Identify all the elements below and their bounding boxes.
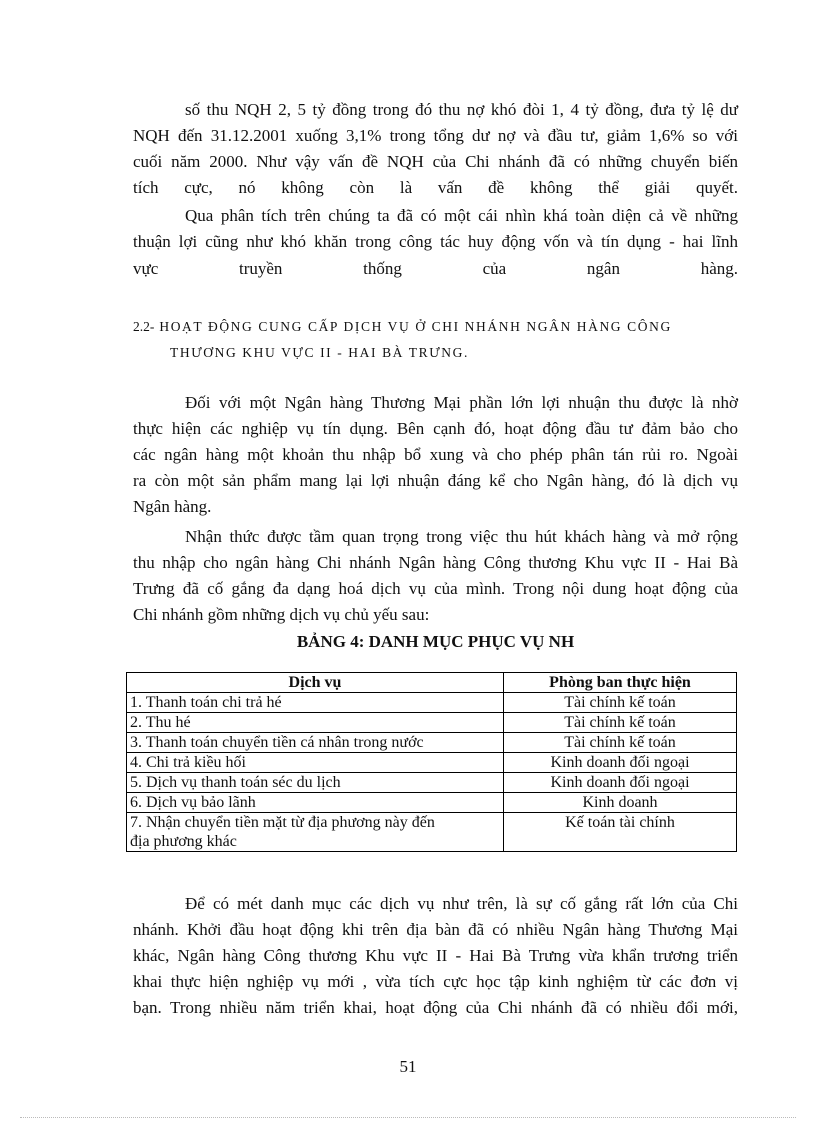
paragraph-line: Nhận thức được tầm quan trọng trong việc thu hút khách hàng và mở rộng	[185, 527, 738, 546]
column-header-department: Phòng ban thực hiện	[504, 673, 737, 693]
paragraph-line: số thu NQH 2, 5 tỷ đồng trong đó thu nợ khó đòi 1, 4 tỷ đồng, đưa tỷ lệ dư	[185, 100, 738, 119]
service-cell: 3. Thanh toán chuyển tiền cá nhân trong nước	[127, 733, 504, 753]
paragraph-line: bạn. Trong nhiều năm triển khai, hoạt động của Chi nhánh đã có nhiều đổi mới,	[133, 998, 738, 1017]
paragraph-line: nhánh. Khởi đầu hoạt động khi trên địa bàn đã có nhiều Ngân hàng Thương Mại	[133, 920, 738, 939]
department-cell: Tài chính kế toán	[504, 733, 737, 753]
paragraph-line: các ngân hàng một khoản thu nhập bổ xung và cho phép phân tán rủi ro. Ngoài	[133, 445, 738, 464]
department-cell: Kế toán tài chính	[504, 813, 737, 852]
paragraph-line: thuận lợi cũng như khó khăn trong công tác huy động vốn và tín dụng - hai lĩnh	[133, 232, 738, 251]
paragraph-line: Qua phân tích trên chúng ta đã có một cái nhìn khá toàn diện cả về những	[185, 206, 738, 225]
table-row	[127, 793, 737, 813]
table-row	[127, 713, 737, 733]
section-heading	[133, 314, 672, 340]
page-number: 51	[399, 1057, 417, 1076]
paragraph-line: Trưng đã cố gắng đa dạng hoá dịch vụ của mình. Trong nội dung hoạt động của	[133, 579, 738, 598]
department-cell: Kinh doanh đối ngoại	[504, 773, 737, 793]
paragraph-line: ra còn một sản phẩm mang lại lợi nhuận đáng kể cho Ngân hàng, đó là dịch vụ	[133, 471, 738, 490]
table-row	[127, 773, 737, 793]
table-row	[127, 693, 737, 713]
service-cell-line: địa phương khác	[130, 833, 237, 850]
department-cell: Tài chính kế toán	[504, 693, 737, 713]
table-header-row	[127, 673, 737, 693]
paragraph-line: thu nhập cho ngân hàng Chi nhánh Ngân hàng Công thương Khu vực II - Hai Bà	[133, 553, 738, 572]
paragraph-line: tích cực, nó không còn là vấn đề không thể giải quyết.	[133, 178, 738, 197]
paragraph-line: Đối với một Ngân hàng Thương Mại phần lớn lợi nhuận thu được là nhờ	[185, 393, 738, 412]
paragraph-line: khác, Ngân hàng Công thương Khu vực II - Hai Bà Trưng vừa khẩn trương triển	[133, 946, 738, 965]
paragraph-line: vực truyền thống của ngân hàng.	[133, 259, 738, 278]
service-cell-line: 7. Nhận chuyển tiền mặt từ địa phương này đến	[130, 814, 435, 831]
paragraph-line: Để có mét danh mục các dịch vụ như trên, là sự cố gắng rất lớn của Chi	[185, 894, 738, 913]
department-cell: Kinh doanh	[504, 793, 737, 813]
department-cell: Kinh doanh đối ngoại	[504, 753, 737, 773]
table-row	[127, 813, 737, 852]
service-cell: 2. Thu hé	[127, 713, 504, 733]
table-row	[127, 753, 737, 773]
section-heading-line1: HOẠT ĐỘNG CUNG CẤP DỊCH VỤ Ở CHI NHÁNH NGÂN HÀNG CÔNG	[159, 319, 672, 334]
service-cell: 4. Chi trả kiều hối	[127, 753, 504, 773]
paragraph-line: cuối năm 2000. Như vậy vấn đề NQH của Chi nhánh đã có những chuyển biến	[133, 152, 738, 171]
column-header-service: Dịch vụ	[127, 673, 504, 693]
service-cell: 5. Dịch vụ thanh toán séc du lịch	[127, 773, 504, 793]
services-table	[126, 672, 737, 852]
department-cell: Tài chính kế toán	[504, 713, 737, 733]
paragraph-line: Chi nhánh gồm những dịch vụ chủ yếu sau:	[133, 605, 430, 624]
service-cell	[127, 813, 504, 852]
paragraph-line: khai thực hiện nghiệp vụ mới , vừa tích cực học tập kinh nghiệm từ các đơn vị	[133, 972, 738, 991]
section-number: 2.2-	[133, 319, 155, 334]
section-heading-line2: THƯƠNG KHU VỰC II - HAI BÀ TRƯNG.	[170, 345, 469, 360]
paragraph-line: thực hiện các nghiệp vụ tín dụng. Bên cạnh đó, hoạt động đầu tư đảm bảo cho	[133, 419, 738, 438]
page-bottom-divider	[20, 1117, 796, 1118]
table-row	[127, 733, 737, 753]
paragraph-line: Ngân hàng.	[133, 497, 212, 516]
service-cell: 6. Dịch vụ bảo lãnh	[127, 793, 504, 813]
table-title: BẢNG 4: DANH MỤC PHỤC VỤ NH	[296, 632, 575, 651]
paragraph-line: NQH đến 31.12.2001 xuống 3,1% trong tổng dư nợ và đầu tư, giảm 1,6% so với	[133, 126, 738, 145]
service-cell: 1. Thanh toán chi trả hé	[127, 693, 504, 713]
